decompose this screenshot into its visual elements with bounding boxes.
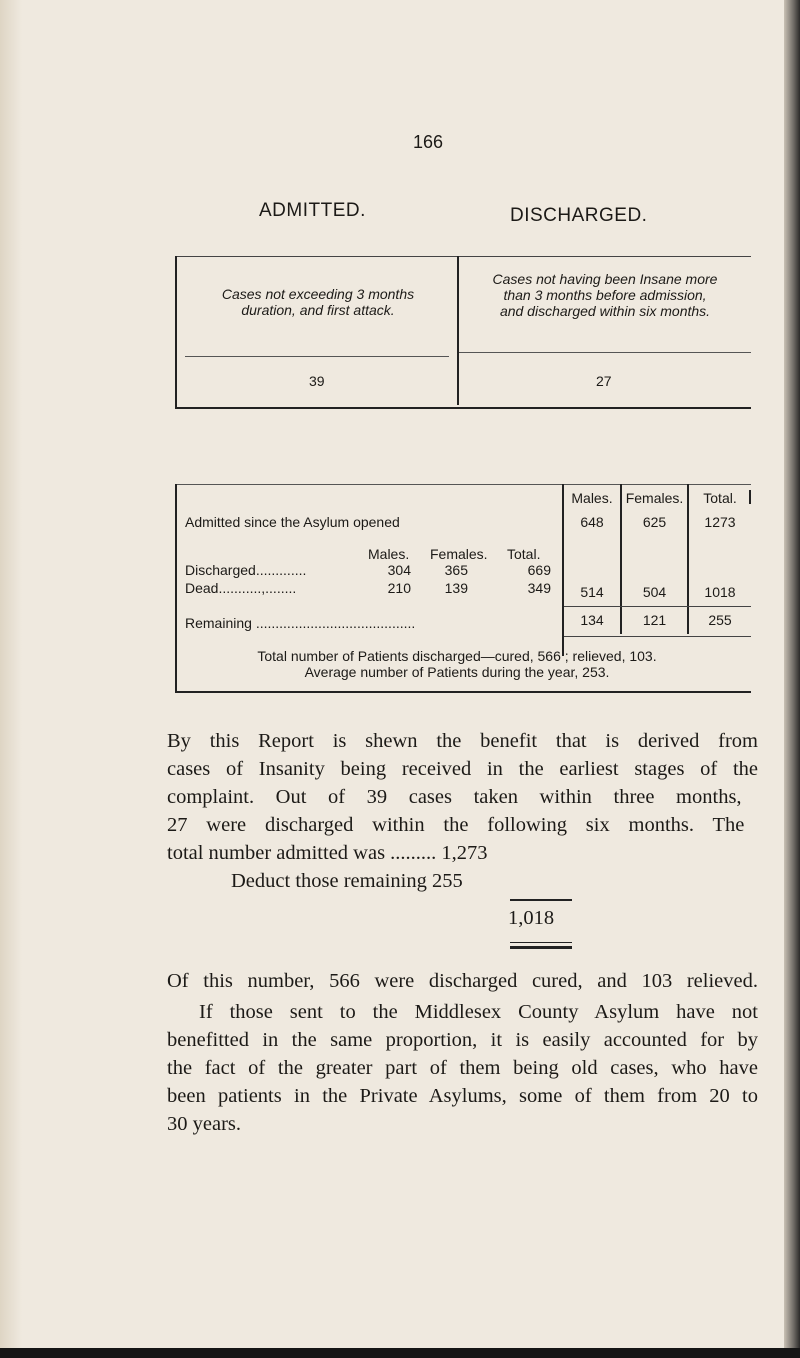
heading-line: Cases not having been Insane more: [492, 271, 718, 287]
dead-males: 210: [387, 580, 411, 596]
discharged-label: Discharged.............: [185, 562, 307, 578]
first-attack-heading: [187, 286, 449, 318]
remaining-total: 255: [708, 612, 732, 628]
heading-line: duration, and first attack.: [241, 302, 395, 318]
totals-note: Total number of Patients discharged—cured, 566 ; relieved, 103.: [257, 648, 657, 664]
remaining-males: 134: [580, 612, 604, 628]
discharged-dead-males: 514: [580, 584, 604, 600]
admitted-header: ADMITTED.: [259, 200, 366, 221]
page-binding-edge: [784, 0, 800, 1358]
discharged-total: 669: [527, 562, 551, 578]
dead-total: 349: [527, 580, 551, 596]
table-rule: [564, 606, 751, 607]
admissions-table: [175, 484, 751, 693]
paragraph-line: 27 were discharged within the following six months. The: [167, 814, 745, 836]
admitted-females: 625: [642, 514, 667, 530]
col-header-total: Total.: [703, 490, 737, 506]
cases-table: [175, 256, 751, 409]
paragraph-line: By this Report is shewn the benefit that is derived from: [167, 730, 758, 752]
table-rule: [177, 256, 751, 257]
paragraph-line: Of this number, 566 were discharged cured, and 103 relieved.: [167, 970, 758, 992]
paragraph-line: 30 years.: [167, 1113, 242, 1135]
sub-header-males: Males.: [368, 546, 410, 562]
page-number: 166: [412, 132, 444, 152]
heading-line: and discharged within six months.: [499, 303, 711, 319]
table-rule: [687, 484, 689, 634]
table-rule: [620, 484, 622, 634]
sum-rule: [510, 942, 572, 943]
admitted-males: 648: [580, 514, 604, 530]
paragraph-line: If those sent to the Middlesex County Asylum have not: [199, 1001, 758, 1023]
paragraph-line: the fact of the greater part of them being old cases, who have: [167, 1057, 758, 1079]
discharged-dead-total: 1018: [704, 584, 736, 600]
table-rule: [185, 356, 449, 357]
discharged-count: 27: [596, 373, 612, 389]
paragraph-line: benefitted in the same proportion, it is easily accounted for by: [167, 1029, 758, 1051]
dead-females: 139: [444, 580, 468, 596]
discharged-dead-females: 504: [642, 584, 667, 600]
sub-header-total: Total.: [507, 546, 541, 562]
paragraph-line: cases of Insanity being received in the earliest stages of the: [167, 758, 758, 780]
discharged-females: 365: [444, 562, 468, 578]
discharged-header: DISCHARGED.: [510, 205, 648, 226]
remaining-label: Remaining .........................................: [185, 615, 416, 631]
heading-line: than 3 months before admission,: [503, 287, 707, 303]
discharged-within-six-months-heading: [463, 271, 747, 319]
sum-rule: [510, 946, 572, 949]
page-bottom-edge: [0, 1348, 800, 1358]
dead-label: Dead...........,........: [185, 580, 297, 596]
page-left-edge: [0, 0, 22, 1358]
result-value: 1,018: [508, 907, 555, 929]
remaining-females: 121: [642, 612, 667, 628]
admitted-total: 1273: [704, 514, 736, 530]
table-rule: [457, 256, 459, 405]
table-rule: [562, 484, 564, 656]
col-header-females: Females.: [625, 490, 684, 506]
average-note: Average number of Patients during the year, 253.: [304, 664, 610, 680]
heading-line: Cases not exceeding 3 months: [221, 286, 415, 302]
table-rule: [564, 636, 751, 637]
discharged-males: 304: [387, 562, 411, 578]
deduct-line: Deduct those remaining 255: [231, 870, 463, 892]
first-attack-count: 39: [309, 373, 325, 389]
col-header-males: Males.: [571, 490, 613, 506]
paragraph-line: complaint. Out of 39 cases taken within three months,: [167, 786, 742, 808]
paragraph-line: total number admitted was ......... 1,273: [167, 842, 488, 864]
table-rule: [459, 352, 751, 353]
paragraph-line: been patients in the Private Asylums, some of them from 20 to: [167, 1085, 758, 1107]
admitted-label: Admitted since the Asylum opened: [185, 514, 400, 530]
table-rule: [177, 484, 751, 485]
sum-rule: [510, 899, 572, 901]
sub-header-females: Females.: [430, 546, 488, 562]
